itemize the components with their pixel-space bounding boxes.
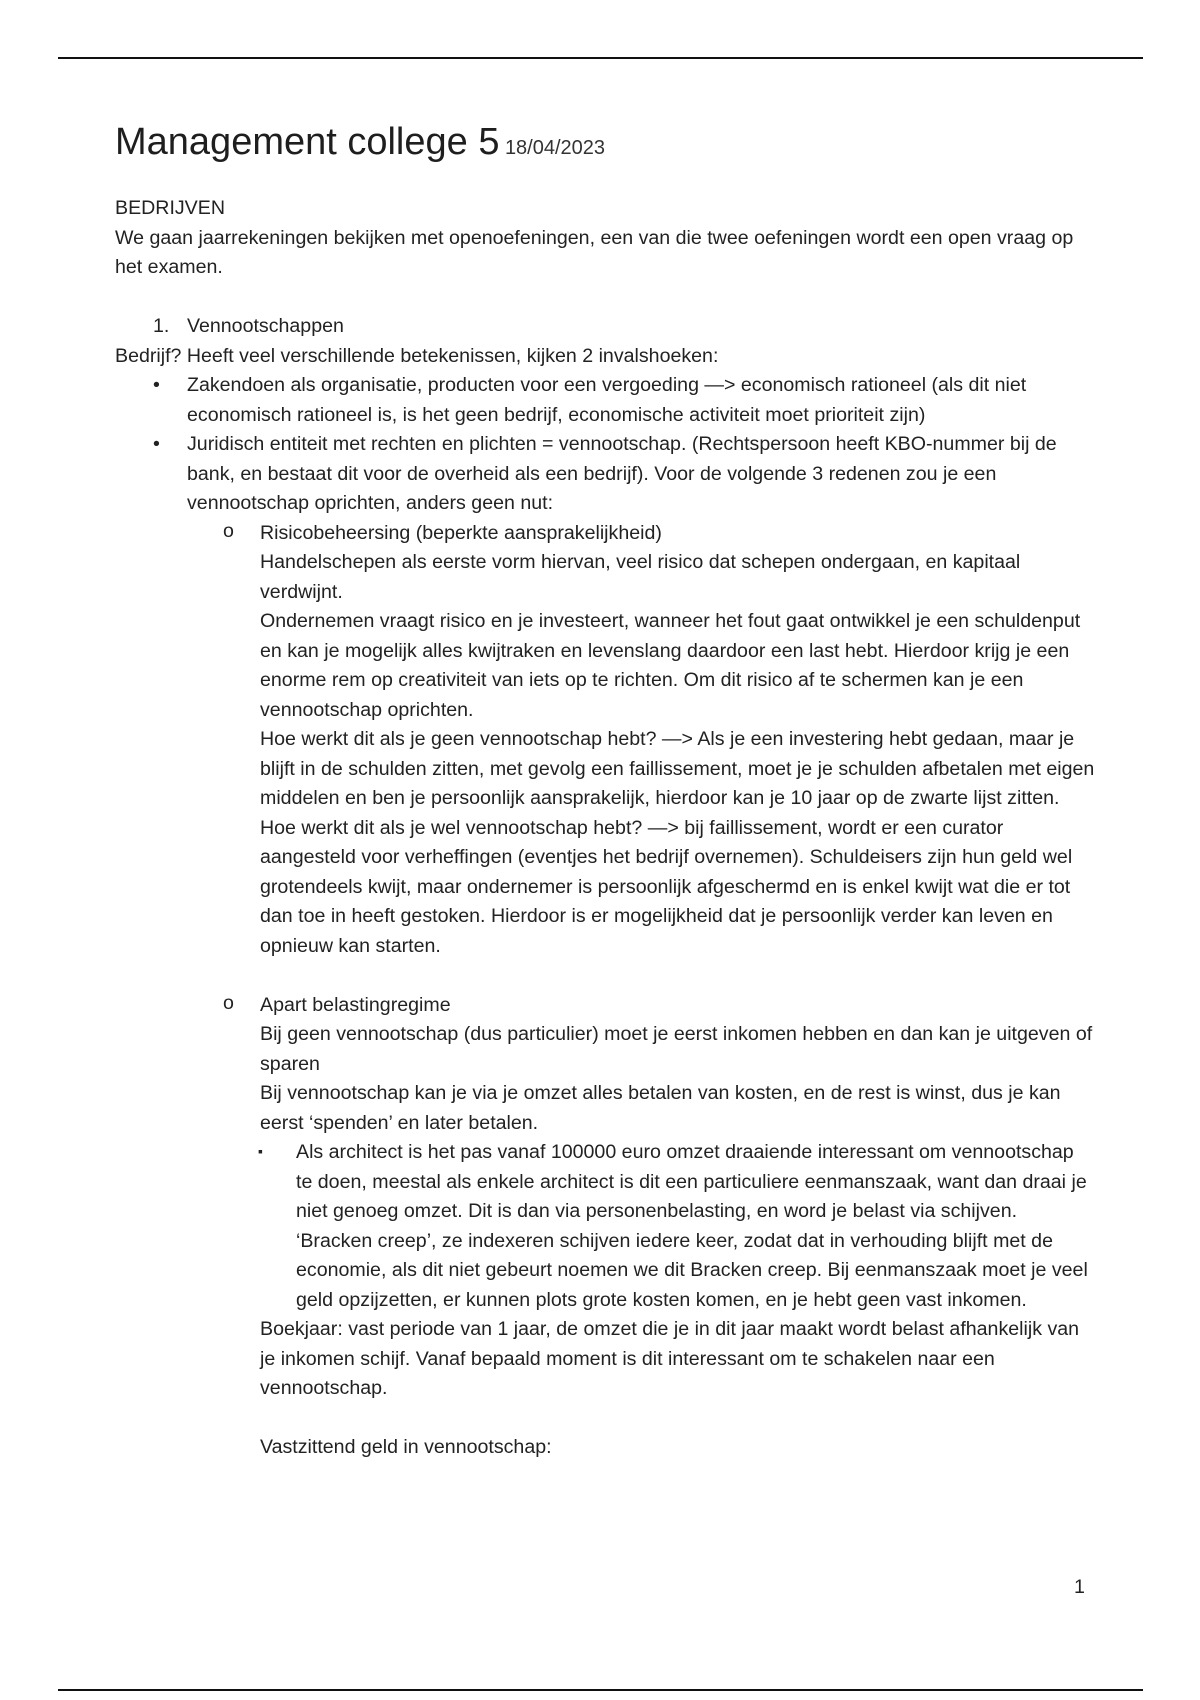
closing-line: Vastzittend geld in vennootschap: xyxy=(260,1436,552,1458)
bullet-list xyxy=(115,371,1095,519)
document-body xyxy=(115,118,1095,1463)
bullet-icon: • xyxy=(153,433,160,455)
bullet-item-legal-entity xyxy=(115,430,1095,519)
sub-item-tax-regime xyxy=(115,991,1095,1021)
fiscal-year-paragraph: Boekjaar: vast periode van 1 jaar, de omzet die je in dit jaar maakt wordt belast afhankelijk van je inkomen schijf. Vanaf bepaald moment is dit interessant om te schakelen naar een vennootschap. xyxy=(260,1318,1080,1399)
title-line xyxy=(115,118,1095,172)
architect-bullet xyxy=(115,1138,1095,1315)
spacer xyxy=(260,1404,1095,1434)
paragraph: Bij geen vennootschap (dus particulier) moet je eerst inkomen hebben en dan kan je uitgeven of sparen xyxy=(260,1023,1093,1075)
bullet-text: Zakendoen als organisatie, producten voor een vergoeding —> economisch rationeel (als dit niet economisch rationeel is, is het geen bedrijf, economische activiteit moet prioriteit zijn) xyxy=(187,374,1027,426)
paragraph: Hoe werkt dit als je wel vennootschap hebt? —> bij faillissement, wordt er een curator aangesteld voor verheffingen (eventjes het bedrijf overnemen). Schuldeisers zijn hun geld wel grotendeels kwijt, maar ondernemer is persoonlijk afgeschermd en is enkel kwijt wat die er tot dan toe in heeft gestoken. Hierdoor is er mogelijkheid dat je persoonlijk verder kan leven en opnieuw kan starten. xyxy=(260,816,1073,957)
paragraph: Ondernemen vraagt risico en je investeert, wanneer het fout gaat ontwikkel je een schuldenput en kan je mogelijk alles kwijtraken en levenslang daardoor een last hebt. Hierdoor krijg je een enorme rem op creativiteit van iets op te richten. Om dit risico af te schermen kan je een vennootschap oprichten. xyxy=(260,610,1081,721)
page-title: Management college 5 xyxy=(115,121,500,163)
paragraph: Bij vennootschap kan je via je omzet alles betalen van kosten, en de rest is winst, dus je kan eerst ‘spenden’ en later betalen. xyxy=(260,1082,1061,1134)
numbered-heading-label: Vennootschappen xyxy=(187,315,344,337)
sub-item-risk-control xyxy=(115,519,1095,549)
numbered-heading xyxy=(115,312,1095,342)
circle-bullet-icon: o xyxy=(223,991,234,1014)
bullet-item-business xyxy=(115,371,1095,430)
sub-item-label: Risicobeheersing (beperkte aansprakelijkheid) xyxy=(260,521,662,544)
bullet-icon: • xyxy=(153,374,160,396)
fiscal-year-block xyxy=(115,1315,1095,1463)
risk-control-paragraphs xyxy=(115,548,1095,961)
question-line: Bedrijf? Heeft veel verschillende betekenissen, kijken 2 invalshoeken: xyxy=(115,344,719,367)
footer-rule xyxy=(58,1689,1143,1691)
paragraph: Hoe werkt dit als je geen vennootschap hebt? —> Als je een investering hebt gedaan, maar je blijft in de schulden zitten, met gevolg een faillissement, moet je je schulden afbetalen met eigen middelen en ben je persoonlijk aansprakelijk, hierdoor kan je 10 jaar op de zwarte lijst zitten. xyxy=(260,728,1095,809)
header-rule xyxy=(58,57,1143,59)
bullet-text: Juridisch entiteit met rechten en plichten = vennootschap. (Rechtspersoon heeft KBO-nummer bij de bank, en bestaat dit voor de overheid als een bedrijf). Voor de volgende 3 redenen zou je een vennootschap oprichten, anders geen nut: xyxy=(187,433,1057,514)
paragraph: Handelschepen als eerste vorm hiervan, veel risico dat schepen ondergaan, en kapitaal verdwijnt. xyxy=(260,551,1021,603)
circle-bullet-icon: o xyxy=(223,519,234,542)
spacer xyxy=(115,283,1095,313)
page-number: 1 xyxy=(1074,1576,1085,1598)
spacer xyxy=(115,961,1095,991)
architect-bullet-text: Als architect is het pas vanaf 100000 euro omzet draaiende interessant om vennootschap te doen, meestal als enkele architect is dit een particuliere eenmanszaak, want dan draai je niet genoeg omzet. Dit is dan via personenbelasting, en word je belast via schijven. ‘Bracken creep’, ze indexeren schijven iedere keer, zodat dat in verhouding blijft met de economie, als dit niet gebeurt noemen we dit Bracken creep. Bij eenmanszaak moet je veel geld opzijzetten, er kunnen plots grote kosten komen, en je hebt geen vast inkomen. xyxy=(296,1141,1088,1311)
lecture-date: 18/04/2023 xyxy=(504,137,606,159)
section-heading: BEDRIJVEN xyxy=(115,197,225,219)
sub-item-label: Apart belastingregime xyxy=(260,993,451,1016)
intro-paragraph: We gaan jaarrekeningen bekijken met openoefeningen, een van die twee oefeningen wordt een open vraag op het examen. xyxy=(115,226,1074,278)
tax-regime-paragraphs xyxy=(115,1020,1095,1138)
list-number: 1. xyxy=(153,315,170,337)
square-bullet-icon: ▪ xyxy=(258,1143,263,1159)
